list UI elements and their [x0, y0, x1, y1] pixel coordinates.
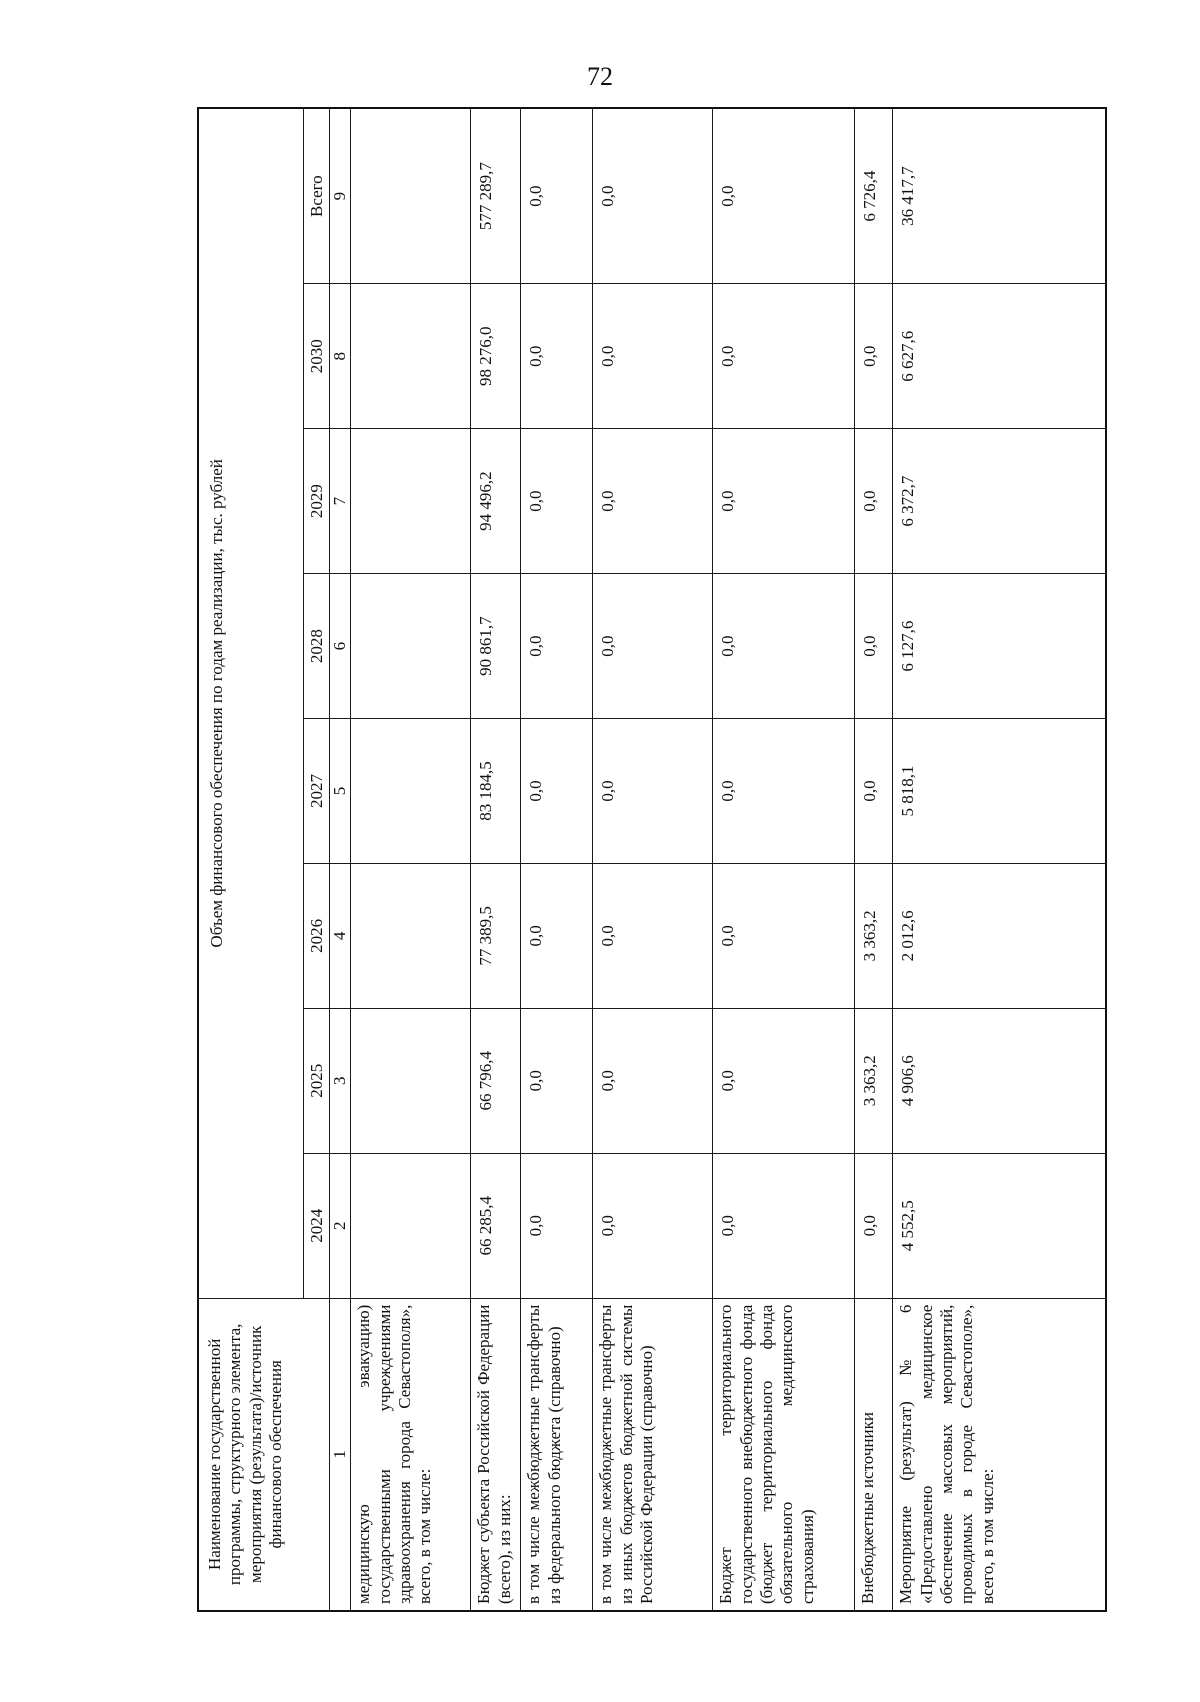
year-header: 2024 — [303, 1153, 329, 1298]
value-cell: 0,0 — [521, 429, 593, 574]
value-cell: 0,0 — [593, 719, 713, 864]
row-label: Бюджет субъекта Российской Федерации (всего), из них: — [471, 1298, 521, 1611]
column-number: 8 — [329, 284, 350, 429]
value-cell — [351, 429, 471, 574]
value-cell: 4 906,6 — [893, 1008, 1106, 1153]
table-row — [713, 108, 855, 1611]
column-number: 1 — [329, 1298, 350, 1611]
value-cell: 0,0 — [521, 1153, 593, 1298]
value-cell: 0,0 — [713, 1153, 855, 1298]
value-cell: 577 289,7 — [471, 108, 521, 284]
year-header: 2027 — [303, 719, 329, 864]
column-number: 9 — [329, 108, 350, 284]
year-header: 2028 — [303, 574, 329, 719]
value-cell: 0,0 — [713, 719, 855, 864]
value-cell: 83 184,5 — [471, 719, 521, 864]
table-row — [593, 108, 713, 1611]
value-cell — [351, 1153, 471, 1298]
row-label: Мероприятие (результат) № 6 «Предоставлено медицинское обеспечение массовых мероприятий, проводимых в городе Севастополе», всего, в том числе: — [893, 1298, 1106, 1611]
table-row — [351, 108, 471, 1611]
value-cell: 6 726,4 — [855, 108, 893, 284]
column-number: 3 — [329, 1008, 350, 1153]
value-cell: 0,0 — [855, 574, 893, 719]
financing-group-header: Объем финансового обеспечения по годам реализации, тыс. рублей — [198, 108, 303, 1298]
table-row — [471, 108, 521, 1611]
value-cell: 0,0 — [593, 108, 713, 284]
value-cell: 2 012,6 — [893, 863, 1106, 1008]
value-cell: 98 276,0 — [471, 284, 521, 429]
value-cell: 3 363,2 — [855, 863, 893, 1008]
page-number: 72 — [587, 62, 613, 91]
year-header: 2025 — [303, 1008, 329, 1153]
value-cell: 0,0 — [593, 863, 713, 1008]
value-cell: 0,0 — [593, 1008, 713, 1153]
value-cell — [351, 863, 471, 1008]
row-label: в том числе межбюджетные трансферты из иных бюджетов бюджетной системы Российской Федерации (справочно) — [593, 1298, 713, 1611]
year-header: 2030 — [303, 284, 329, 429]
year-header: 2026 — [303, 863, 329, 1008]
value-cell: 0,0 — [713, 284, 855, 429]
value-cell: 0,0 — [713, 108, 855, 284]
value-cell: 4 552,5 — [893, 1153, 1106, 1298]
column-number: 7 — [329, 429, 350, 574]
value-cell: 0,0 — [713, 863, 855, 1008]
row-label: Бюджет территориального государственного внебюджетного фонда (бюджет территориального фонда обязательного медицинского страхования) — [713, 1298, 855, 1611]
table-row — [855, 108, 893, 1611]
value-cell: 5 818,1 — [893, 719, 1106, 864]
value-cell: 6 372,7 — [893, 429, 1106, 574]
rotated-table-wrapper — [197, 107, 1107, 1612]
column-number: 2 — [329, 1153, 350, 1298]
value-cell: 0,0 — [521, 863, 593, 1008]
total-header: Всего — [303, 108, 329, 284]
value-cell: 0,0 — [521, 108, 593, 284]
value-cell: 0,0 — [521, 284, 593, 429]
value-cell — [351, 719, 471, 864]
value-cell — [351, 108, 471, 284]
value-cell: 0,0 — [593, 284, 713, 429]
column-number: 4 — [329, 863, 350, 1008]
row-label: Внебюджетные источники — [855, 1298, 893, 1611]
name-column-header: Наименование государственной программы, структурного элемента, мероприятия (результата)/источник финансового обеспечения — [198, 1298, 329, 1611]
value-cell: 0,0 — [593, 429, 713, 574]
value-cell: 0,0 — [855, 1153, 893, 1298]
value-cell: 66 285,4 — [471, 1153, 521, 1298]
table-row — [521, 108, 593, 1611]
column-number: 6 — [329, 574, 350, 719]
value-cell: 0,0 — [521, 574, 593, 719]
table-row — [893, 108, 1106, 1611]
value-cell: 0,0 — [855, 429, 893, 574]
value-cell: 0,0 — [713, 574, 855, 719]
value-cell: 6 627,6 — [893, 284, 1106, 429]
value-cell: 94 496,2 — [471, 429, 521, 574]
value-cell: 0,0 — [713, 429, 855, 574]
value-cell: 36 417,7 — [893, 108, 1106, 284]
value-cell: 0,0 — [855, 284, 893, 429]
header-row-group — [198, 108, 303, 1611]
year-header: 2029 — [303, 429, 329, 574]
value-cell: 3 363,2 — [855, 1008, 893, 1153]
value-cell: 0,0 — [593, 1153, 713, 1298]
value-cell: 6 127,6 — [893, 574, 1106, 719]
value-cell: 90 861,7 — [471, 574, 521, 719]
value-cell — [351, 1008, 471, 1153]
value-cell: 0,0 — [855, 719, 893, 864]
value-cell — [351, 284, 471, 429]
value-cell: 0,0 — [713, 1008, 855, 1153]
row-label: в том числе межбюджетные трансферты из федерального бюджета (справочно) — [521, 1298, 593, 1611]
column-number-row — [329, 108, 350, 1611]
value-cell — [351, 574, 471, 719]
column-number: 5 — [329, 719, 350, 864]
value-cell: 0,0 — [593, 574, 713, 719]
row-label: медицинскую эвакуацию) государственными учреждениями здравоохранения города Севастополя», всего, в том числе: — [351, 1298, 471, 1611]
value-cell: 0,0 — [521, 719, 593, 864]
value-cell: 77 389,5 — [471, 863, 521, 1008]
financing-table — [197, 107, 1107, 1612]
value-cell: 66 796,4 — [471, 1008, 521, 1153]
value-cell: 0,0 — [521, 1008, 593, 1153]
